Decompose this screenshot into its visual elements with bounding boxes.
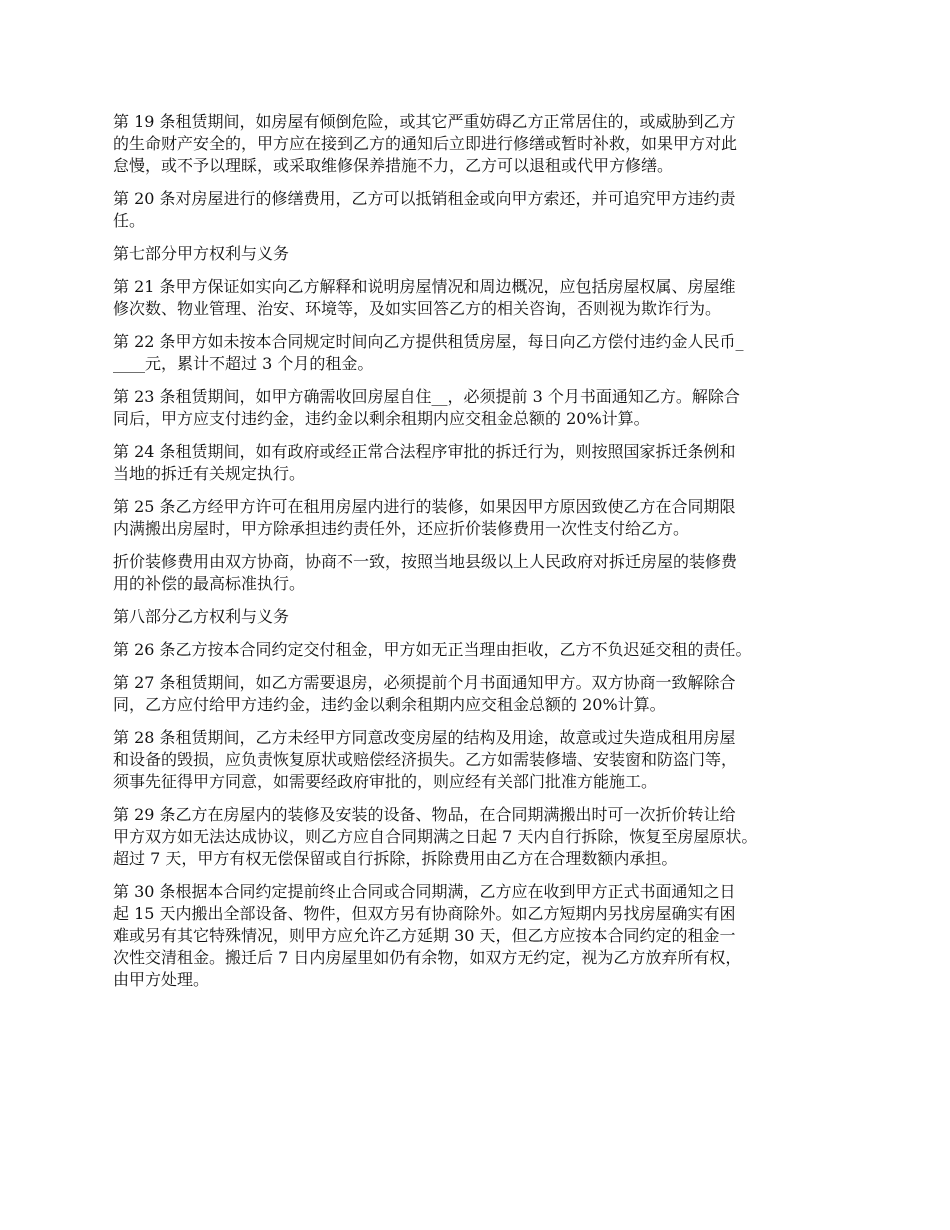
- article-19: 第 19 条租赁期间，如房屋有倾倒危险，或其它严重妨碍乙方正常居住的，或威胁到乙方 的生命财产安全的，甲方应在接到乙方的通知后立即进行修缮或暂时补救，如果甲方对此 怠慢，或不予以理睬，或采取维修保养措施不力，乙方可以退租或代甲方修缮。: [113, 112, 738, 175]
- section-heading-part-7: 第七部分甲方权利与义务: [113, 244, 290, 263]
- article-26: 第 26 条乙方按本合同约定交付租金，甲方如无正当理由拒收，乙方不负迟延交租的责任。: [113, 640, 752, 659]
- article-29: 第 29 条乙方在房屋内的装修及安装的设备、物品，在合同期满搬出时可一次折价转让给 甲方双方如无法达成协议，则乙方应自合同期满之日起 7 天内自行拆除，恢复至房屋原状。 超过 7 天，甲方有权无偿保留或自行拆除，拆除费用由乙方在合理数额内承担。: [113, 805, 758, 868]
- article-20: 第 20 条对房屋进行的修缮费用，乙方可以抵销租金或向甲方索还，并可追究甲方违约责 任。: [113, 189, 736, 230]
- article-22: 第 22 条甲方如未按本合同规定时间向乙方提供租赁房屋，每日向乙方偿付违约金人民币_ ____元，累计不超过 3 个月的租金。: [113, 332, 744, 373]
- article-24: 第 24 条租赁期间，如有政府或经正常合法程序审批的拆迁行为，则按照国家拆迁条例和 当地的拆迁有关规定执行。: [113, 442, 736, 483]
- document-page: [113, 111, 853, 1002]
- article-21: 第 21 条甲方保证如实向乙方解释和说明房屋情况和周边概况，应包括房屋权属、房屋维 修次数、物业管理、治安、环境等，及如实回答乙方的相关咨询，否则视为欺诈行为。: [113, 277, 736, 318]
- renovation-compensation-paragraph: 折价装修费用由双方协商，协商不一致，按照当地县级以上人民政府对拆迁房屋的装修费 用的补偿的最高标准执行。: [113, 552, 738, 593]
- article-25: 第 25 条乙方经甲方许可在租用房屋内进行的装修，如果因甲方原因致使乙方在合同期限 内满搬出房屋时，甲方除承担违约责任外，还应折价装修费用一次性支付给乙方。: [113, 497, 736, 538]
- article-28: 第 28 条租赁期间，乙方未经甲方同意改变房屋的结构及用途，故意或过失造成租用房屋 和设备的毁损，应负责恢复原状或赔偿经济损失。乙方如需装修墙、安装窗和防盗门等， 须事先征得甲方同意，如需要经政府审批的，则应经有关部门批准方能施工。: [113, 728, 738, 791]
- article-23: 第 23 条租赁期间，如甲方确需收回房屋自住__，必须提前 3 个月书面通知乙方。解除合 同后，甲方应支付违约金，违约金以剩余租期内应交租金总额的 20%计算。: [113, 387, 740, 428]
- article-27: 第 27 条租赁期间，如乙方需要退房，必须提前个月书面通知甲方。双方协商一致解除合 同，乙方应付给甲方违约金，违约金以剩余租期内应交租金总额的 20%计算。: [113, 673, 736, 714]
- section-heading-part-8: 第八部分乙方权利与义务: [113, 607, 290, 626]
- article-30: 第 30 条根据本合同约定提前终止合同或合同期满，乙方应在收到甲方正式书面通知之日 起 15 天内搬出全部设备、物件，但双方另有协商除外。如乙方短期内另找房屋确实有困 难或另有其它特殊情况，则甲方应允许乙方延期 30 天，但乙方应按本合同约定的租金一 次性交清租金。搬迁后 7 日内房屋里如仍有余物，如双方无约定，视为乙方放弃所有权， 由甲方处理。: [113, 882, 742, 989]
